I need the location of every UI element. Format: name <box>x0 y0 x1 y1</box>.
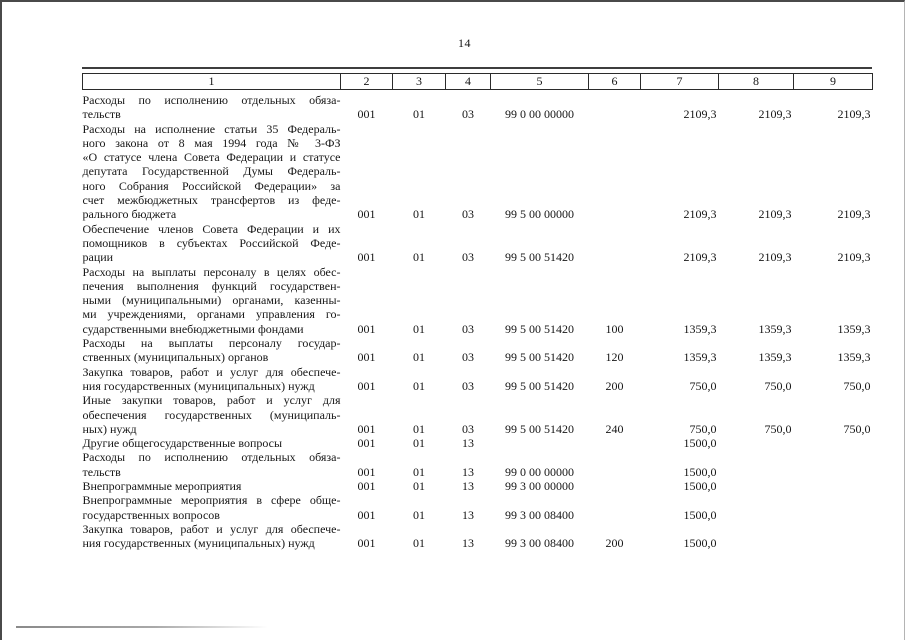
table-row <box>83 222 873 265</box>
description-line: депутата Государственной Думы Федераль- <box>82 164 341 179</box>
col-amount-year3 <box>794 522 873 551</box>
col-target-article-code: 99 0 00 00000 <box>505 107 574 122</box>
budget-table-container <box>82 67 872 551</box>
description-line: рации <box>82 250 114 265</box>
description-line: Внепрограммные мероприятия <box>82 479 242 494</box>
col-section-code: 01 <box>413 321 425 336</box>
row-description <box>83 122 341 222</box>
col-amount-year3: 2109,3 <box>837 207 871 222</box>
col-amount-year1: 1359,3 <box>683 350 717 365</box>
col-expense-type-code: 100 <box>605 321 624 336</box>
page-number: 14 <box>458 36 471 50</box>
col-grbs-code: 001 <box>357 464 376 479</box>
scan-artifact-line <box>16 626 268 628</box>
col-target-article-code: 99 3 00 08400 <box>505 536 574 551</box>
description-line: ми учреждениями, органами управления го- <box>82 307 341 322</box>
description-line: ного закона от 8 мая 1994 года № 3-ФЗ <box>82 135 341 150</box>
col-subsection-code: 13 <box>462 536 474 551</box>
col-section-code: 01 <box>413 350 425 365</box>
col-amount-year1: 2109,3 <box>683 207 717 222</box>
col-amount-year2: 2109,3 <box>758 107 792 122</box>
col-amount-year3: 2109,3 <box>837 250 871 265</box>
description-line: Закупка товаров, работ и услуг для обеспече- <box>82 521 341 536</box>
col-target-article-code <box>491 436 589 450</box>
col-grbs-code: 001 <box>357 250 376 265</box>
col-subsection-code: 13 <box>462 464 474 479</box>
col-amount-year3 <box>794 450 873 479</box>
col-amount-year2 <box>719 522 794 551</box>
table-row <box>83 90 873 122</box>
col-target-article-code: 99 5 00 51420 <box>505 250 574 265</box>
col-expense-type-code <box>589 479 641 493</box>
table-header-cell: 4 <box>446 74 491 90</box>
col-grbs-code: 001 <box>357 321 376 336</box>
description-line: обеспечения государственных (муниципаль- <box>82 407 341 422</box>
table-header-cell: 2 <box>341 74 393 90</box>
col-amount-year3: 750,0 <box>843 421 871 436</box>
col-section-code: 01 <box>413 107 425 122</box>
col-section-code: 01 <box>413 250 425 265</box>
description-line: счет межбюджетных трансфертов из феде- <box>82 193 341 208</box>
description-line: помощников в субъектах Российской Феде- <box>82 235 341 250</box>
description-line: сударственными внебюджетными фондами <box>82 321 304 336</box>
col-amount-year1: 750,0 <box>689 421 717 436</box>
row-description <box>83 336 341 365</box>
col-expense-type-code: 200 <box>605 536 624 551</box>
col-section-code: 01 <box>413 436 425 451</box>
col-target-article-code: 99 3 00 08400 <box>505 507 574 522</box>
col-amount-year3: 1359,3 <box>837 321 871 336</box>
table-header-cell: 7 <box>641 74 719 90</box>
col-expense-type-code <box>589 90 641 122</box>
col-amount-year2: 1359,3 <box>758 350 792 365</box>
table-body <box>83 90 873 551</box>
col-grbs-code: 001 <box>357 107 376 122</box>
description-line: ного Собрания Российской Федерации» за <box>82 178 341 193</box>
description-line: Другие общегосударственные вопросы <box>82 436 283 451</box>
col-expense-type-code: 200 <box>605 378 624 393</box>
col-subsection-code: 13 <box>462 436 474 451</box>
col-target-article-code: 99 5 00 51420 <box>505 350 574 365</box>
row-description <box>83 479 341 493</box>
col-amount-year1: 2109,3 <box>683 250 717 265</box>
table-row <box>83 265 873 336</box>
col-subsection-code: 13 <box>462 507 474 522</box>
col-amount-year1: 2109,3 <box>683 107 717 122</box>
table-row <box>83 336 873 365</box>
row-description <box>83 90 341 122</box>
col-expense-type-code <box>589 493 641 522</box>
table-header-row <box>83 74 873 90</box>
col-section-code: 01 <box>413 207 425 222</box>
col-amount-year2: 750,0 <box>764 378 792 393</box>
table-header-cell: 1 <box>83 74 341 90</box>
table-top-rule <box>82 67 872 69</box>
col-grbs-code: 001 <box>357 421 376 436</box>
col-amount-year2: 2109,3 <box>758 207 792 222</box>
table-header-cell: 8 <box>719 74 794 90</box>
budget-table <box>82 73 873 551</box>
description-line: ственных (муниципальных) органов <box>82 350 269 365</box>
description-line: печения выполнения функций государствен- <box>82 278 341 293</box>
col-subsection-code: 03 <box>462 107 474 122</box>
col-amount-year2: 2109,3 <box>758 250 792 265</box>
col-grbs-code: 001 <box>357 207 376 222</box>
col-amount-year2 <box>719 450 794 479</box>
description-line: ния государственных (муниципальных) нужд <box>82 536 315 551</box>
col-target-article-code: 99 5 00 51420 <box>505 321 574 336</box>
col-target-article-code: 99 0 00 00000 <box>505 464 574 479</box>
col-amount-year1: 1500,0 <box>683 536 717 551</box>
description-line: Обеспечение членов Совета Федерации и их <box>82 221 341 236</box>
col-amount-year3: 750,0 <box>843 378 871 393</box>
table-row <box>83 450 873 479</box>
description-line: государственных вопросов <box>82 507 220 522</box>
col-section-code: 01 <box>413 378 425 393</box>
description-line: Внепрограммные мероприятия в сфере обще- <box>82 493 341 508</box>
table-row <box>83 479 873 493</box>
table-row <box>83 493 873 522</box>
description-line: ных) нужд <box>82 421 137 436</box>
col-amount-year3 <box>794 479 873 493</box>
col-expense-type-code <box>589 222 641 265</box>
col-amount-year3 <box>794 436 873 450</box>
description-line: Иные закупки товаров, работ и услуг для <box>82 393 341 408</box>
col-amount-year1: 1500,0 <box>683 464 717 479</box>
table-header-cell: 9 <box>794 74 873 90</box>
col-amount-year1: 750,0 <box>689 378 717 393</box>
row-description <box>83 493 341 522</box>
description-line: рального бюджета <box>82 207 177 222</box>
row-description <box>83 265 341 336</box>
col-amount-year1: 1500,0 <box>683 507 717 522</box>
col-grbs-code: 001 <box>357 507 376 522</box>
row-description <box>83 450 341 479</box>
col-subsection-code: 03 <box>462 421 474 436</box>
row-description <box>83 365 341 394</box>
table-header-cell: 6 <box>589 74 641 90</box>
col-section-code: 01 <box>413 464 425 479</box>
table-row <box>83 436 873 450</box>
col-grbs-code: 001 <box>357 350 376 365</box>
col-amount-year1: 1500,0 <box>683 436 717 451</box>
col-expense-type-code: 240 <box>605 421 624 436</box>
col-amount-year3: 2109,3 <box>837 107 871 122</box>
description-line: Расходы по исполнению отдельных обяза- <box>82 450 341 465</box>
row-description <box>83 522 341 551</box>
col-amount-year1: 1500,0 <box>683 479 717 494</box>
table-row <box>83 393 873 436</box>
table-header <box>83 74 873 90</box>
description-line: ния государственных (муниципальных) нужд <box>82 378 315 393</box>
table-row <box>83 365 873 394</box>
col-amount-year1: 1359,3 <box>683 321 717 336</box>
col-expense-type-code <box>589 122 641 222</box>
col-grbs-code: 001 <box>357 536 376 551</box>
description-line: Расходы по исполнению отдельных обяза- <box>82 93 341 107</box>
col-amount-year2 <box>719 493 794 522</box>
row-description <box>83 222 341 265</box>
col-section-code: 01 <box>413 479 425 494</box>
col-amount-year3 <box>794 493 873 522</box>
col-amount-year2 <box>719 479 794 493</box>
col-section-code: 01 <box>413 421 425 436</box>
col-subsection-code: 03 <box>462 250 474 265</box>
col-section-code: 01 <box>413 536 425 551</box>
col-amount-year2: 750,0 <box>764 421 792 436</box>
col-subsection-code: 03 <box>462 350 474 365</box>
description-line: Закупка товаров, работ и услуг для обеспече- <box>82 364 341 379</box>
description-line: тельств <box>82 464 121 479</box>
col-subsection-code: 13 <box>462 479 474 494</box>
table-header-cell: 5 <box>491 74 589 90</box>
col-grbs-code: 001 <box>357 436 376 451</box>
col-expense-type-code <box>589 436 641 450</box>
description-line: Расходы на выплаты персоналу государ- <box>82 336 341 351</box>
row-description <box>83 393 341 436</box>
col-target-article-code: 99 3 00 00000 <box>505 479 574 494</box>
col-subsection-code: 03 <box>462 321 474 336</box>
description-line: Расходы на выплаты персоналу в целях обес- <box>82 264 341 279</box>
table-row <box>83 522 873 551</box>
description-line: Расходы на исполнение статьи 35 Федераль- <box>82 121 341 136</box>
col-grbs-code: 001 <box>357 479 376 494</box>
col-amount-year2 <box>719 436 794 450</box>
col-target-article-code: 99 5 00 51420 <box>505 421 574 436</box>
col-amount-year3: 1359,3 <box>837 350 871 365</box>
row-description <box>83 436 341 450</box>
description-line: «О статусе члена Совета Федерации и статусе <box>82 150 341 165</box>
col-subsection-code: 03 <box>462 207 474 222</box>
col-subsection-code: 03 <box>462 378 474 393</box>
col-expense-type-code: 120 <box>605 350 624 365</box>
col-target-article-code: 99 5 00 00000 <box>505 207 574 222</box>
table-row <box>83 122 873 222</box>
col-amount-year2: 1359,3 <box>758 321 792 336</box>
description-line: ными (муниципальными) органами, казенны- <box>82 293 341 308</box>
col-grbs-code: 001 <box>357 378 376 393</box>
description-line: тельств <box>82 107 121 122</box>
table-header-cell: 3 <box>393 74 446 90</box>
col-target-article-code: 99 5 00 51420 <box>505 378 574 393</box>
col-expense-type-code <box>589 450 641 479</box>
col-section-code: 01 <box>413 507 425 522</box>
